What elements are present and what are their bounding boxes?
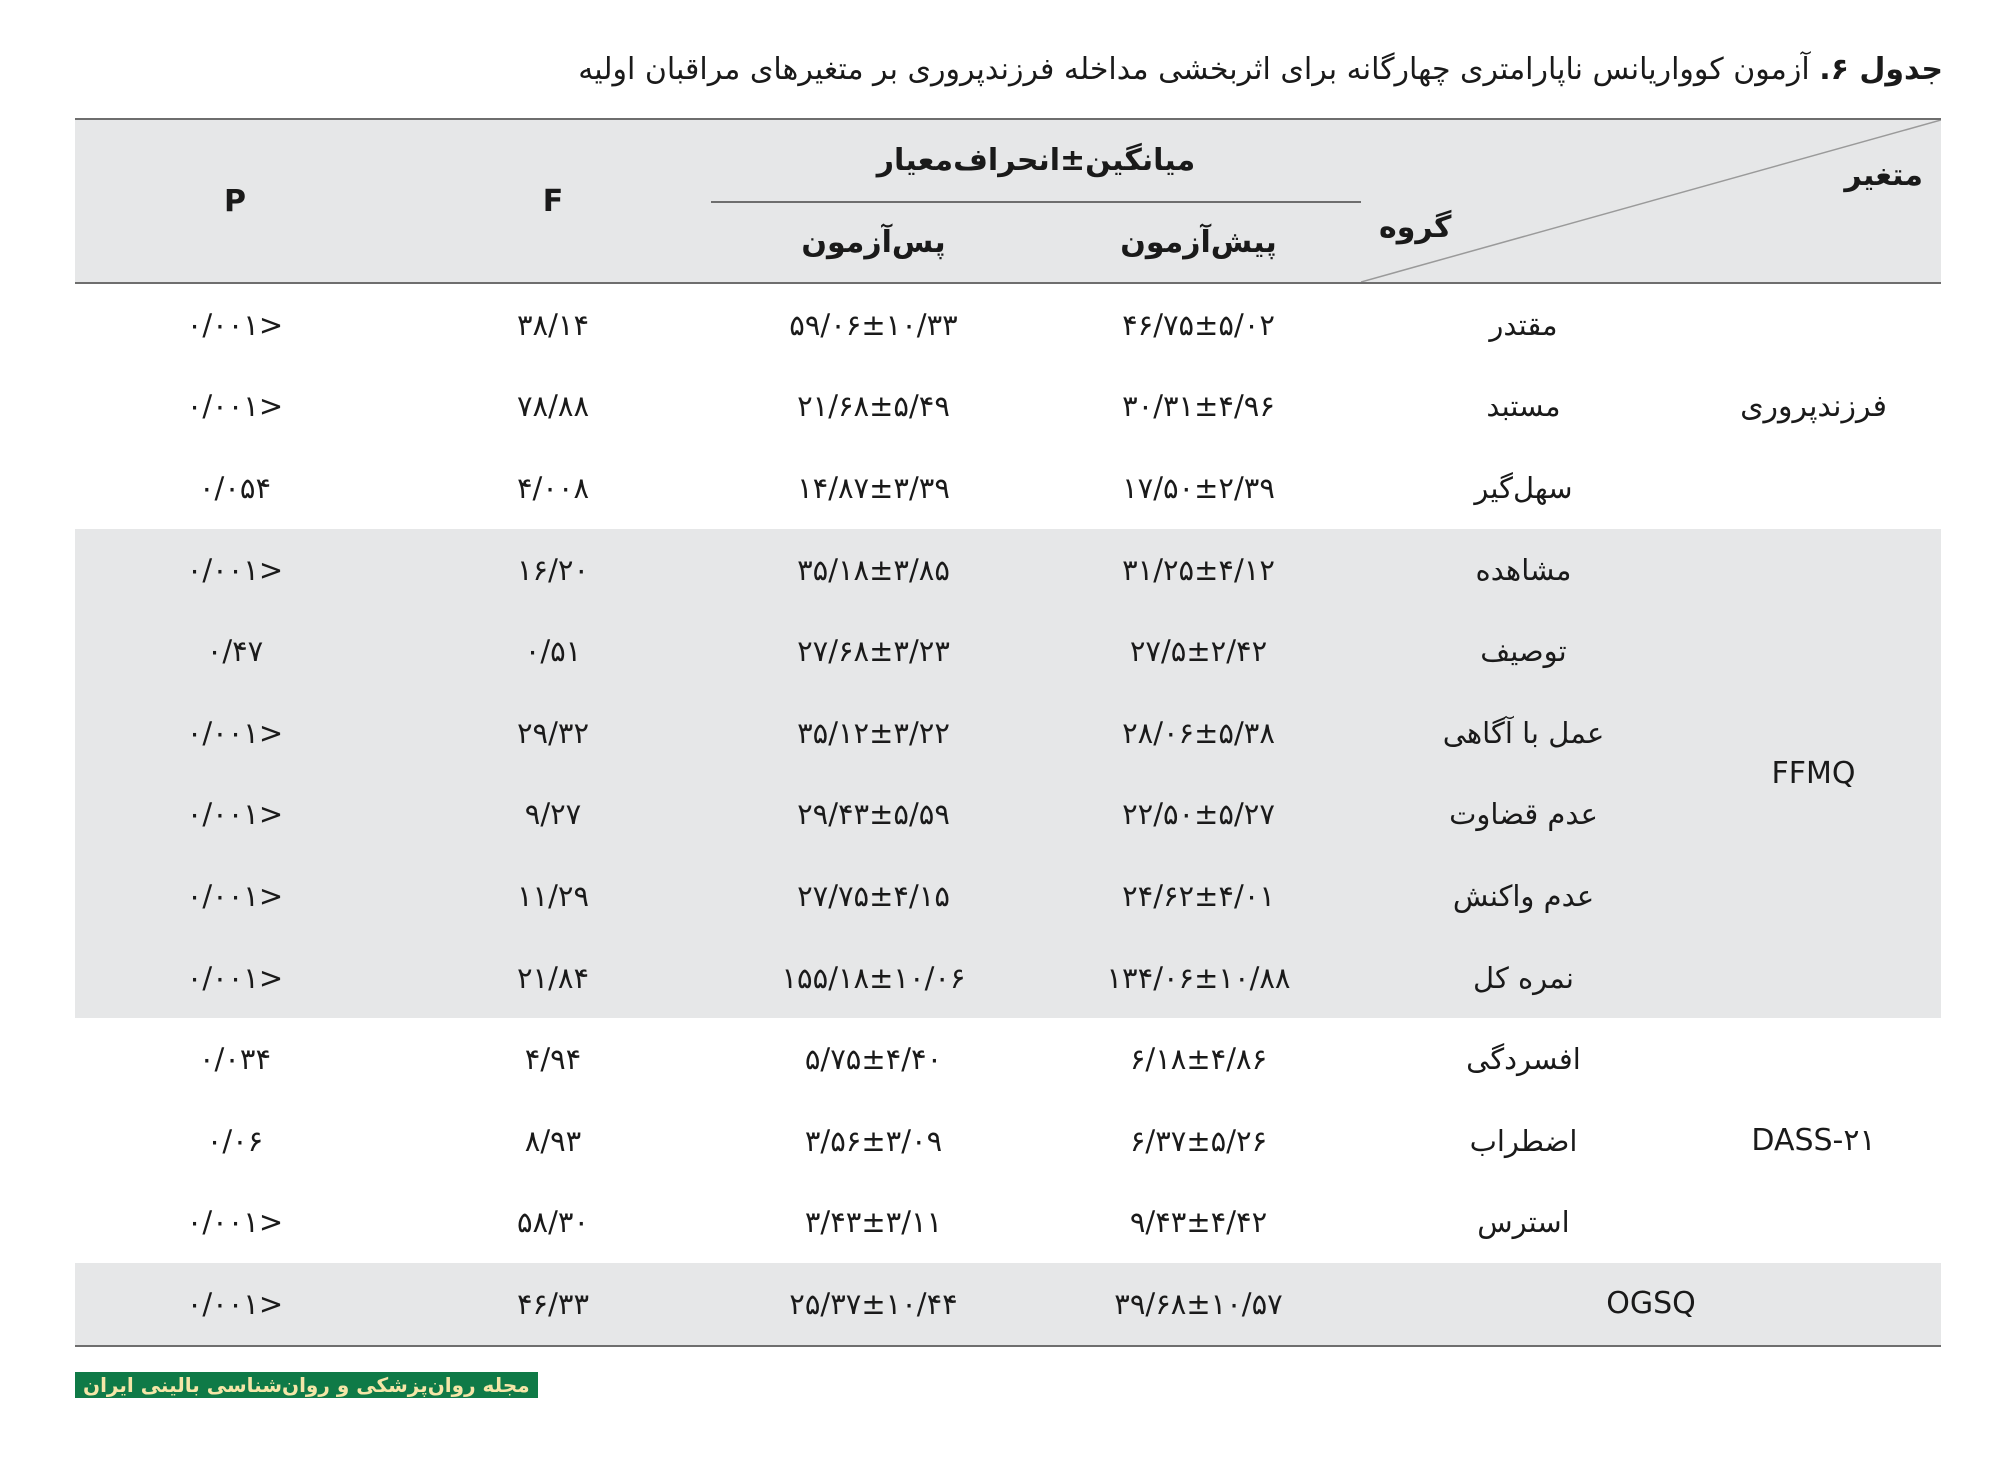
p-cell: <۰/۰۰۱ [75,529,395,611]
results-table [75,118,1941,1347]
f-cell: ۴/۰۰۸ [516,470,590,505]
f-cell: ۰/۵۱ [395,610,711,692]
group-cell: عمل با آگاهی [1361,692,1686,774]
posttest-cell: ۱۵۵/۱۸±۱۰/۰۶ [711,937,1036,1019]
p-cell: ۰/۴۷ [75,610,395,692]
table-row [75,283,1941,366]
journal-logo: مجله روان‌پزشکی و روان‌شناسی بالینی ایران [75,1372,538,1398]
posttest-cell: ۲۵/۳۷±۱۰/۴۴ [711,1263,1036,1346]
pretest-cell: ۲۴/۶۲±۴/۰۱ [1036,855,1361,937]
posttest-cell: ۳۵/۱۸±۳/۸۵ [711,529,1036,611]
table-row [75,366,1941,448]
posttest-cell: ۲۱/۶۸±۵/۴۹ [797,389,950,424]
diagonal-divider [1361,120,1941,282]
table-row [75,1263,1941,1346]
table-row [75,937,1941,1019]
f-cell: ۴۶/۳۳ [395,1263,711,1346]
variable-cell: DASS-۲۱ [1751,1123,1876,1159]
p-cell: <۰/۰۰۱ [186,307,284,342]
table-row [75,692,1941,774]
header-p: P [224,183,246,219]
group-cell: مشاهده [1361,529,1686,611]
p-cell: ۰/۰۳۴ [198,1042,272,1077]
posttest-cell: ۳۵/۱۲±۳/۲۲ [711,692,1036,774]
table-row [75,1182,1941,1264]
group-cell: توصیف [1361,610,1686,692]
header-posttest: پس‌آزمون [801,225,946,260]
table-row [75,610,1941,692]
group-cell: مستبد [1486,389,1561,424]
posttest-cell: ۵/۷۵±۴/۴۰ [804,1042,943,1077]
f-cell: ۵۸/۳۰ [516,1205,590,1240]
header-group: گروه [1379,210,1452,245]
pretest-cell: ۲۸/۰۶±۵/۳۸ [1036,692,1361,774]
table-caption [560,48,1943,92]
header-f: F [542,183,564,219]
p-cell: <۰/۰۰۱ [75,692,395,774]
table-row [75,529,1941,611]
table-row [75,1018,1941,1100]
pretest-cell: ۱۷/۵۰±۲/۳۹ [1122,470,1275,505]
posttest-cell: ۱۴/۸۷±۳/۳۹ [797,470,950,505]
p-cell: ۰/۰۶ [206,1123,264,1158]
header-corner-cell [1361,119,1941,283]
group-cell: مقتدر [1489,307,1558,342]
f-cell: ۹/۲۷ [395,774,711,856]
header-mean-sd: میانگین±انحراف‌معیار [711,119,1361,202]
f-cell: ۳۸/۱۴ [516,307,590,342]
p-cell: <۰/۰۰۱ [75,855,395,937]
group-cell: سهل‌گیر [1474,470,1573,505]
pretest-cell: ۶/۱۸±۴/۸۶ [1129,1042,1268,1077]
group-cell: عدم واکنش [1361,855,1686,937]
group-cell: اضطراب [1469,1123,1578,1158]
pretest-cell: ۳۰/۳۱±۴/۹۶ [1122,389,1275,424]
group-cell: عدم قضاوت [1361,774,1686,856]
group-cell: افسردگی [1466,1042,1581,1077]
pretest-cell: ۲۷/۵±۲/۴۲ [1036,610,1361,692]
p-cell: <۰/۰۰۱ [186,389,284,424]
table-body [75,283,1941,1346]
table-row [75,1100,1941,1182]
p-cell: <۰/۰۰۱ [75,937,395,1019]
p-cell: <۰/۰۰۱ [75,1263,395,1346]
ogsq-cell: OGSQ [1361,1263,1941,1346]
table-header [75,119,1941,283]
pretest-cell: ۹/۴۳±۴/۴۲ [1129,1205,1268,1240]
caption-label: جدول ۶. [1819,52,1943,87]
table-row [75,774,1941,856]
f-cell: ۴/۹۴ [524,1042,582,1077]
caption-text: آزمون کوواریانس ناپارامتری چهارگانه برای اثربخشی مداخله فرزندپروری بر متغیرهای مراقبان اولیه [578,52,1810,87]
posttest-cell: ۵۹/۰۶±۱۰/۳۳ [789,307,958,342]
posttest-cell: ۲۷/۷۵±۴/۱۵ [711,855,1036,937]
table-row [75,855,1941,937]
pretest-cell: ۴۶/۷۵±۵/۰۲ [1122,307,1275,342]
variable-cell: فرزندپروری [1740,388,1887,424]
posttest-cell: ۳/۴۳±۳/۱۱ [804,1205,943,1240]
group-cell: نمره کل [1361,937,1686,1019]
table-row [75,447,1941,529]
p-cell: <۰/۰۰۱ [186,1205,284,1240]
posttest-cell: ۲۷/۶۸±۳/۲۳ [711,610,1036,692]
pretest-cell: ۲۲/۵۰±۵/۲۷ [1036,774,1361,856]
header-pretest: پیش‌آزمون [1120,225,1277,260]
variable-cell: FFMQ [1686,529,1941,1019]
results-table-wrapper [75,118,1941,1347]
pretest-cell: ۱۳۴/۰۶±۱۰/۸۸ [1036,937,1361,1019]
p-cell: ۰/۰۵۴ [198,470,272,505]
f-cell: ۱۱/۲۹ [395,855,711,937]
posttest-cell: ۲۹/۴۳±۵/۵۹ [711,774,1036,856]
f-cell: ۲۱/۸۴ [395,937,711,1019]
pretest-cell: ۶/۳۷±۵/۲۶ [1129,1123,1268,1158]
pretest-cell: ۳۹/۶۸±۱۰/۵۷ [1036,1263,1361,1346]
f-cell: ۱۶/۲۰ [395,529,711,611]
pretest-cell: ۳۱/۲۵±۴/۱۲ [1036,529,1361,611]
posttest-cell: ۳/۵۶±۳/۰۹ [804,1123,943,1158]
group-cell: استرس [1477,1205,1570,1240]
p-cell: <۰/۰۰۱ [75,774,395,856]
f-cell: ۸/۹۳ [524,1123,582,1158]
f-cell: ۲۹/۳۲ [395,692,711,774]
header-variable: متغیر [1844,158,1923,193]
f-cell: ۷۸/۸۸ [516,389,590,424]
